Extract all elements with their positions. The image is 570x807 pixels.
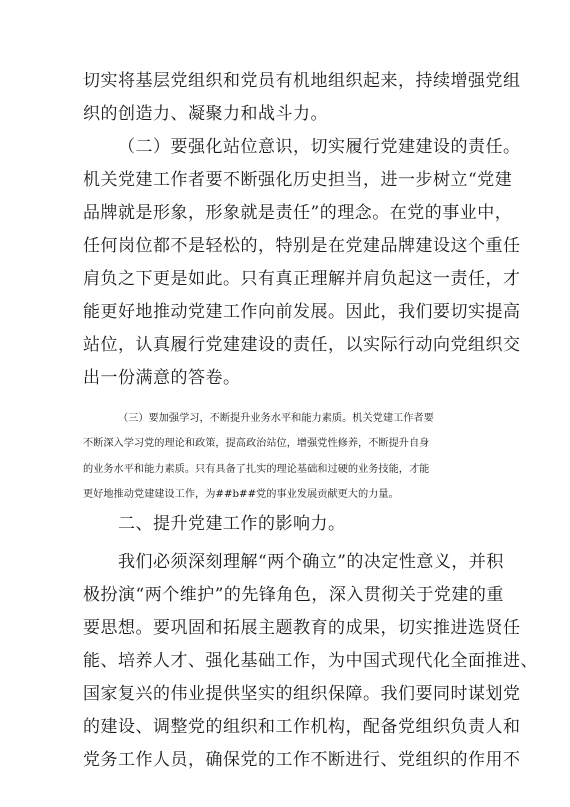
section-heading-two: 二、提升党建工作的影响力。 — [118, 514, 346, 534]
body-line: 国家复兴的伟业提供坚实的组织保障。我们要同时谋划党 — [83, 684, 521, 704]
body-line: 任何岗位都不是轻松的，特别是在党建品牌建设这个重任 — [83, 236, 521, 256]
body-line: 我们必须深刻理解“两个确立”的决定性意义，并积 — [118, 552, 504, 572]
body-line: 肩负之下更是如此。只有真正理解并肩负起这一责任，才 — [83, 269, 521, 289]
body-line: 织的创造力、凝聚力和战斗力。 — [83, 104, 328, 124]
body-line: 能更好地推动党建工作向前发展。因此，我们要切实提高 — [83, 302, 521, 322]
section-heading-3: （三）要加强学习，不断提升业务水平和能力素质。机关党建工作者要 — [118, 413, 434, 424]
section-heading-2: （二）要强化站位意识，切实履行党建建设的责任。 — [118, 137, 521, 157]
body-line: 出一份满意的答卷。 — [83, 368, 241, 388]
small-body-line: 不断深入学习党的理论和政策，提高政治站位，增强党性修养，不断提升自身 — [83, 438, 430, 449]
body-line: 能、培养人才、强化基础工作，为中国式现代化全面推进、 — [83, 651, 538, 671]
body-line: 极扮演“两个维护”的先锋角色，深入贯彻关于党建的重 — [83, 585, 504, 605]
body-line: 机关党建工作者要不断强化历史担当，进一步树立“党建 — [83, 170, 513, 190]
body-line: 站位，认真履行党建建设的责任，以实际行动向党组织交 — [83, 335, 521, 355]
body-line: 党务工作人员，确保党的工作不断进行、党组织的作用不 — [83, 750, 521, 770]
small-body-line: 更好地推动党建建设工作，为##b##党的事业发展贡献更大的力量。 — [83, 489, 399, 500]
body-line: 品牌就是形象，形象就是责任”的理念。在党的事业中， — [83, 203, 513, 223]
body-line: 的建设、调整党的组织和工作机构，配备党组织负责人和 — [83, 717, 521, 737]
body-line: 要思想。要巩固和拓展主题教育的成果，切实推进选贤任 — [83, 618, 521, 638]
body-line: 切实将基层党组织和党员有机地组织起来，持续增强党组 — [83, 71, 521, 91]
small-body-line: 的业务水平和能力素质。只有具备了扎实的理论基础和过硬的业务技能，才能 — [83, 464, 430, 475]
